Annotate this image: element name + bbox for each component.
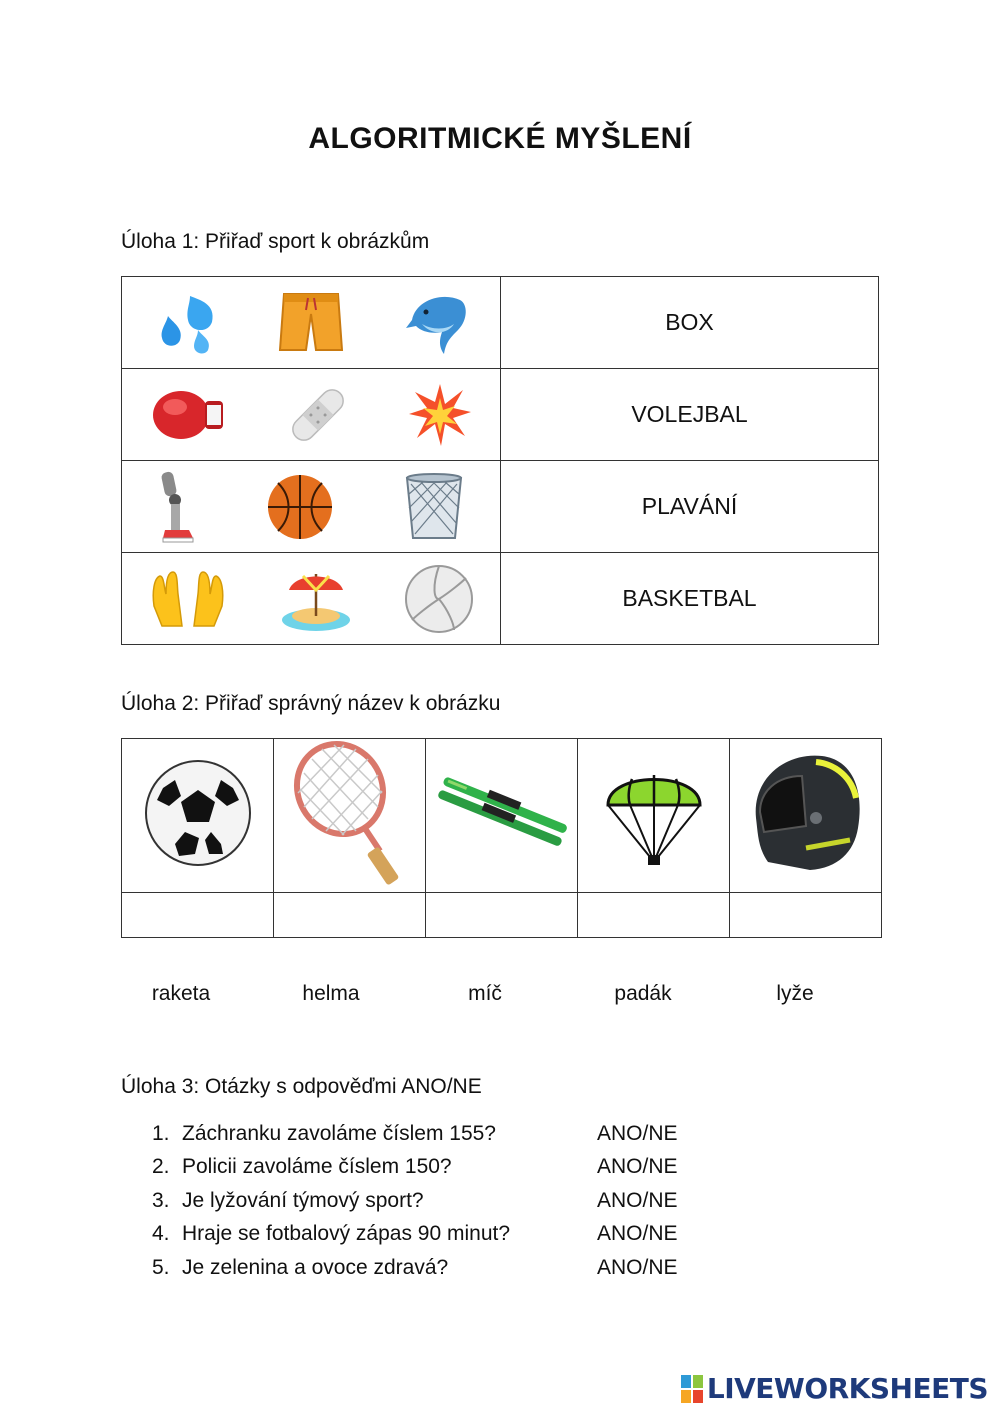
word-bank-item[interactable]: lyže [776, 982, 814, 1005]
bandage-icon [283, 380, 353, 450]
question-text: Je zelenina a ovoce zdravá? [182, 1256, 449, 1279]
page-title: ALGORITMICKÉ MYŠLENÍ [308, 122, 692, 155]
task1-table [121, 276, 879, 645]
word-bank-item[interactable]: helma [302, 982, 360, 1005]
answer-slot[interactable] [122, 893, 274, 938]
wastebasket-icon [401, 472, 467, 542]
question-text: Je lyžování týmový sport? [182, 1189, 424, 1212]
basketball-icon [266, 473, 334, 541]
logo-text: LIVEWORKSHEETS [706, 1372, 988, 1405]
task2-picture-cell [578, 739, 730, 893]
sweat-drops-icon [150, 290, 220, 356]
question-text: Policii zavoláme číslem 150? [182, 1155, 452, 1178]
task1-word-cell: BOX [501, 277, 879, 369]
question-number: 4. [152, 1222, 170, 1245]
dolphin-icon [402, 290, 472, 356]
answer-slot[interactable] [578, 893, 730, 938]
task2-heading: Úloha 2: Přiřaď správný název k obrázku [121, 692, 501, 715]
answer-slot[interactable] [730, 893, 882, 938]
question-number: 1. [152, 1122, 170, 1145]
question-number: 3. [152, 1189, 170, 1212]
task3-heading: Úloha 3: Otázky s odpověďmi ANO/NE [121, 1075, 482, 1098]
logo-badge-icon [681, 1375, 703, 1403]
question-number: 5. [152, 1256, 170, 1279]
task1-icons-cell [122, 369, 501, 461]
word-bank-item[interactable]: raketa [151, 982, 211, 1005]
task1-row [122, 369, 879, 461]
task2-answer-row [122, 893, 882, 938]
yes-no-answer[interactable]: ANO/NE [597, 1122, 678, 1145]
question-number: 2. [152, 1155, 170, 1178]
task1-icons-cell [122, 553, 501, 645]
task2-picture-cell [730, 739, 882, 893]
mechanical-leg-icon [155, 470, 199, 544]
task1-word-cell: PLAVÁNÍ [501, 461, 879, 553]
task1-icons-cell [122, 461, 501, 553]
task1-word-cell: BASKETBAL [501, 553, 879, 645]
word-bank-item[interactable]: padák [614, 982, 672, 1005]
task1-heading: Úloha 1: Přiřaď sport k obrázkům [121, 230, 430, 253]
task1-icons-cell [122, 277, 501, 369]
task1-word-cell: VOLEJBAL [501, 369, 879, 461]
task2-picture-cell [274, 739, 426, 893]
swim-shorts-icon [276, 290, 346, 356]
task2-picture-cell [122, 739, 274, 893]
question-text: Záchranku zavoláme číslem 155? [182, 1122, 496, 1145]
yes-no-answer[interactable]: ANO/NE [597, 1222, 678, 1245]
palms-up-icon [148, 566, 228, 632]
task2-picture-cell [426, 739, 578, 893]
beach-island-icon [279, 564, 353, 634]
tennis-racket-picture [290, 739, 410, 887]
task2-table [121, 738, 882, 938]
parachute-picture [604, 757, 704, 869]
word-bank-item[interactable]: míč [468, 982, 502, 1005]
yes-no-answer[interactable]: ANO/NE [597, 1155, 678, 1178]
task1-row [122, 461, 879, 553]
boxing-glove-icon [149, 385, 229, 445]
collision-icon [407, 382, 473, 448]
task1-row [122, 553, 879, 645]
yes-no-answer[interactable]: ANO/NE [597, 1189, 678, 1212]
task2-picture-row [122, 739, 882, 893]
soccer-ball-picture [143, 758, 253, 868]
liveworksheets-logo [681, 1372, 988, 1405]
volleyball-icon [404, 564, 474, 634]
answer-slot[interactable] [426, 893, 578, 938]
task1-row [122, 277, 879, 369]
yes-no-answer[interactable]: ANO/NE [597, 1256, 678, 1279]
question-text: Hraje se fotbalový zápas 90 minut? [182, 1222, 511, 1245]
answer-slot[interactable] [274, 893, 426, 938]
helmet-picture [746, 748, 866, 878]
skis-picture [432, 768, 572, 858]
